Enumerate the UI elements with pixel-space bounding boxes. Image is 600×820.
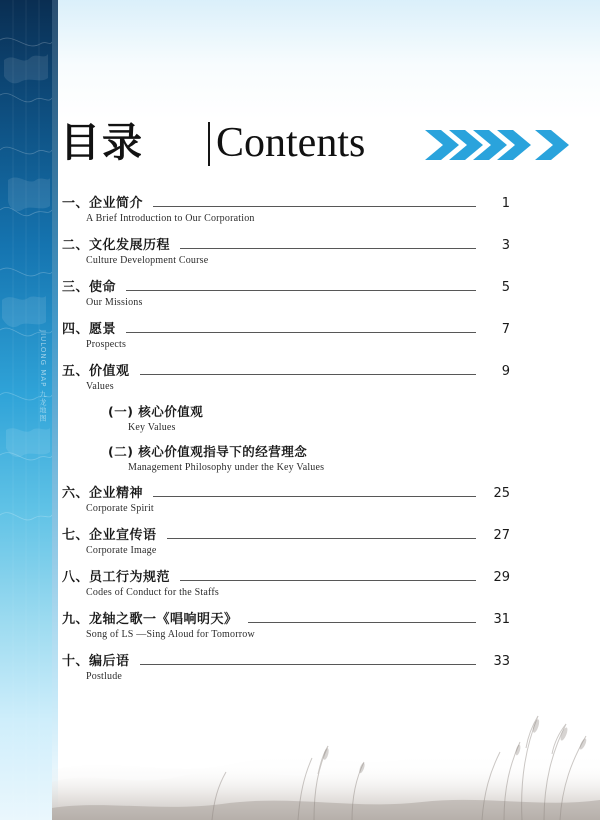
toc-leader-line xyxy=(140,664,476,665)
toc-page-number: 33 xyxy=(493,654,510,669)
toc-number: 四、 xyxy=(62,322,90,337)
toc-leader-line xyxy=(180,248,476,249)
toc-label-cn: 核心价值观 xyxy=(138,404,204,419)
table-of-contents xyxy=(62,192,510,692)
toc-label-cn: 编后语 xyxy=(89,654,130,669)
toc-label-en: Key Values xyxy=(128,422,176,433)
toc-label-cn: 企业简介 xyxy=(89,196,144,211)
toc-entry[interactable] xyxy=(62,566,510,608)
toc-leader-line xyxy=(126,332,476,333)
toc-label-cn: 企业宣传语 xyxy=(89,528,157,543)
toc-label-en: Corporate Image xyxy=(86,545,157,556)
toc-entry[interactable] xyxy=(62,524,510,566)
toc-label-en: Prospects xyxy=(86,339,127,350)
toc-number: 九、 xyxy=(62,612,90,627)
page-header xyxy=(60,118,560,180)
toc-leader-line xyxy=(180,580,476,581)
toc-number: 七、 xyxy=(62,528,90,543)
toc-number: 二、 xyxy=(62,238,90,253)
toc-number: 八、 xyxy=(62,570,90,585)
toc-label-en: Values xyxy=(86,381,114,392)
toc-label-cn: 价值观 xyxy=(89,364,130,379)
toc-number: 六、 xyxy=(62,486,90,501)
toc-entry[interactable] xyxy=(62,276,510,318)
toc-label-cn: 龙轴之歌一《唱响明天》 xyxy=(89,612,238,627)
toc-page-number: 1 xyxy=(501,196,510,211)
toc-page-number: 29 xyxy=(493,570,510,585)
toc-label-cn: 使命 xyxy=(89,280,117,295)
toc-leader-line xyxy=(140,374,476,375)
toc-number: 十、 xyxy=(62,654,90,669)
toc-page-number: 9 xyxy=(501,364,510,379)
toc-label-cn: 企业精神 xyxy=(89,486,144,501)
toc-page-number: 7 xyxy=(501,322,510,337)
toc-leader-line xyxy=(153,206,476,207)
toc-number: 三、 xyxy=(62,280,90,295)
toc-label-cn: 愿景 xyxy=(89,322,117,337)
toc-page-number: 25 xyxy=(493,486,510,501)
toc-entry[interactable] xyxy=(62,234,510,276)
toc-number: (一) xyxy=(108,404,134,419)
top-gradient-wash xyxy=(58,0,600,120)
side-vertical-text: JIULONG MAP 九龙地图 xyxy=(39,330,47,423)
toc-entry[interactable] xyxy=(62,482,510,524)
toc-page-number: 5 xyxy=(501,280,510,295)
toc-number: 五、 xyxy=(62,364,90,379)
toc-label-en: A Brief Introduction to Our Corporation xyxy=(86,213,255,224)
toc-label-en: Codes of Conduct for the Staffs xyxy=(86,587,219,598)
page-title-en: Contents xyxy=(216,120,366,166)
toc-leader-line xyxy=(153,496,476,497)
toc-label-en: Corporate Spirit xyxy=(86,503,154,514)
toc-leader-line xyxy=(167,538,476,539)
title-divider-bar xyxy=(208,122,210,166)
toc-entry[interactable] xyxy=(62,650,510,692)
toc-page-number: 31 xyxy=(493,612,510,627)
toc-number: (二) xyxy=(108,444,134,459)
toc-entry[interactable] xyxy=(62,192,510,234)
toc-label-cn: 员工行为规范 xyxy=(89,570,171,585)
toc-label-en: Culture Development Course xyxy=(86,255,209,266)
toc-leader-line xyxy=(126,290,476,291)
toc-label-en: Postlude xyxy=(86,671,123,682)
left-decorative-band xyxy=(0,0,52,820)
toc-number: 一、 xyxy=(62,196,90,211)
toc-label-en: Our Missions xyxy=(86,297,143,308)
toc-label-cn: 文化发展历程 xyxy=(89,238,171,253)
toc-page-number: 27 xyxy=(493,528,510,543)
toc-label-en: Management Philosophy under the Key Values xyxy=(128,462,325,473)
toc-leader-line xyxy=(248,622,476,623)
toc-entry[interactable] xyxy=(62,360,510,402)
page-title-cn: 目录 xyxy=(60,120,144,166)
toc-entry[interactable] xyxy=(62,608,510,650)
chevron-arrows-icon xyxy=(425,126,575,164)
toc-entry[interactable] xyxy=(62,318,510,360)
toc-sub-entry[interactable] xyxy=(62,402,510,442)
toc-label-en: Song of LS —Sing Aloud for Tomorrow xyxy=(86,629,255,640)
toc-sub-entry[interactable] xyxy=(62,442,510,482)
toc-page-number: 3 xyxy=(501,238,510,253)
toc-label-cn: 核心价值观指导下的经营理念 xyxy=(138,444,308,459)
